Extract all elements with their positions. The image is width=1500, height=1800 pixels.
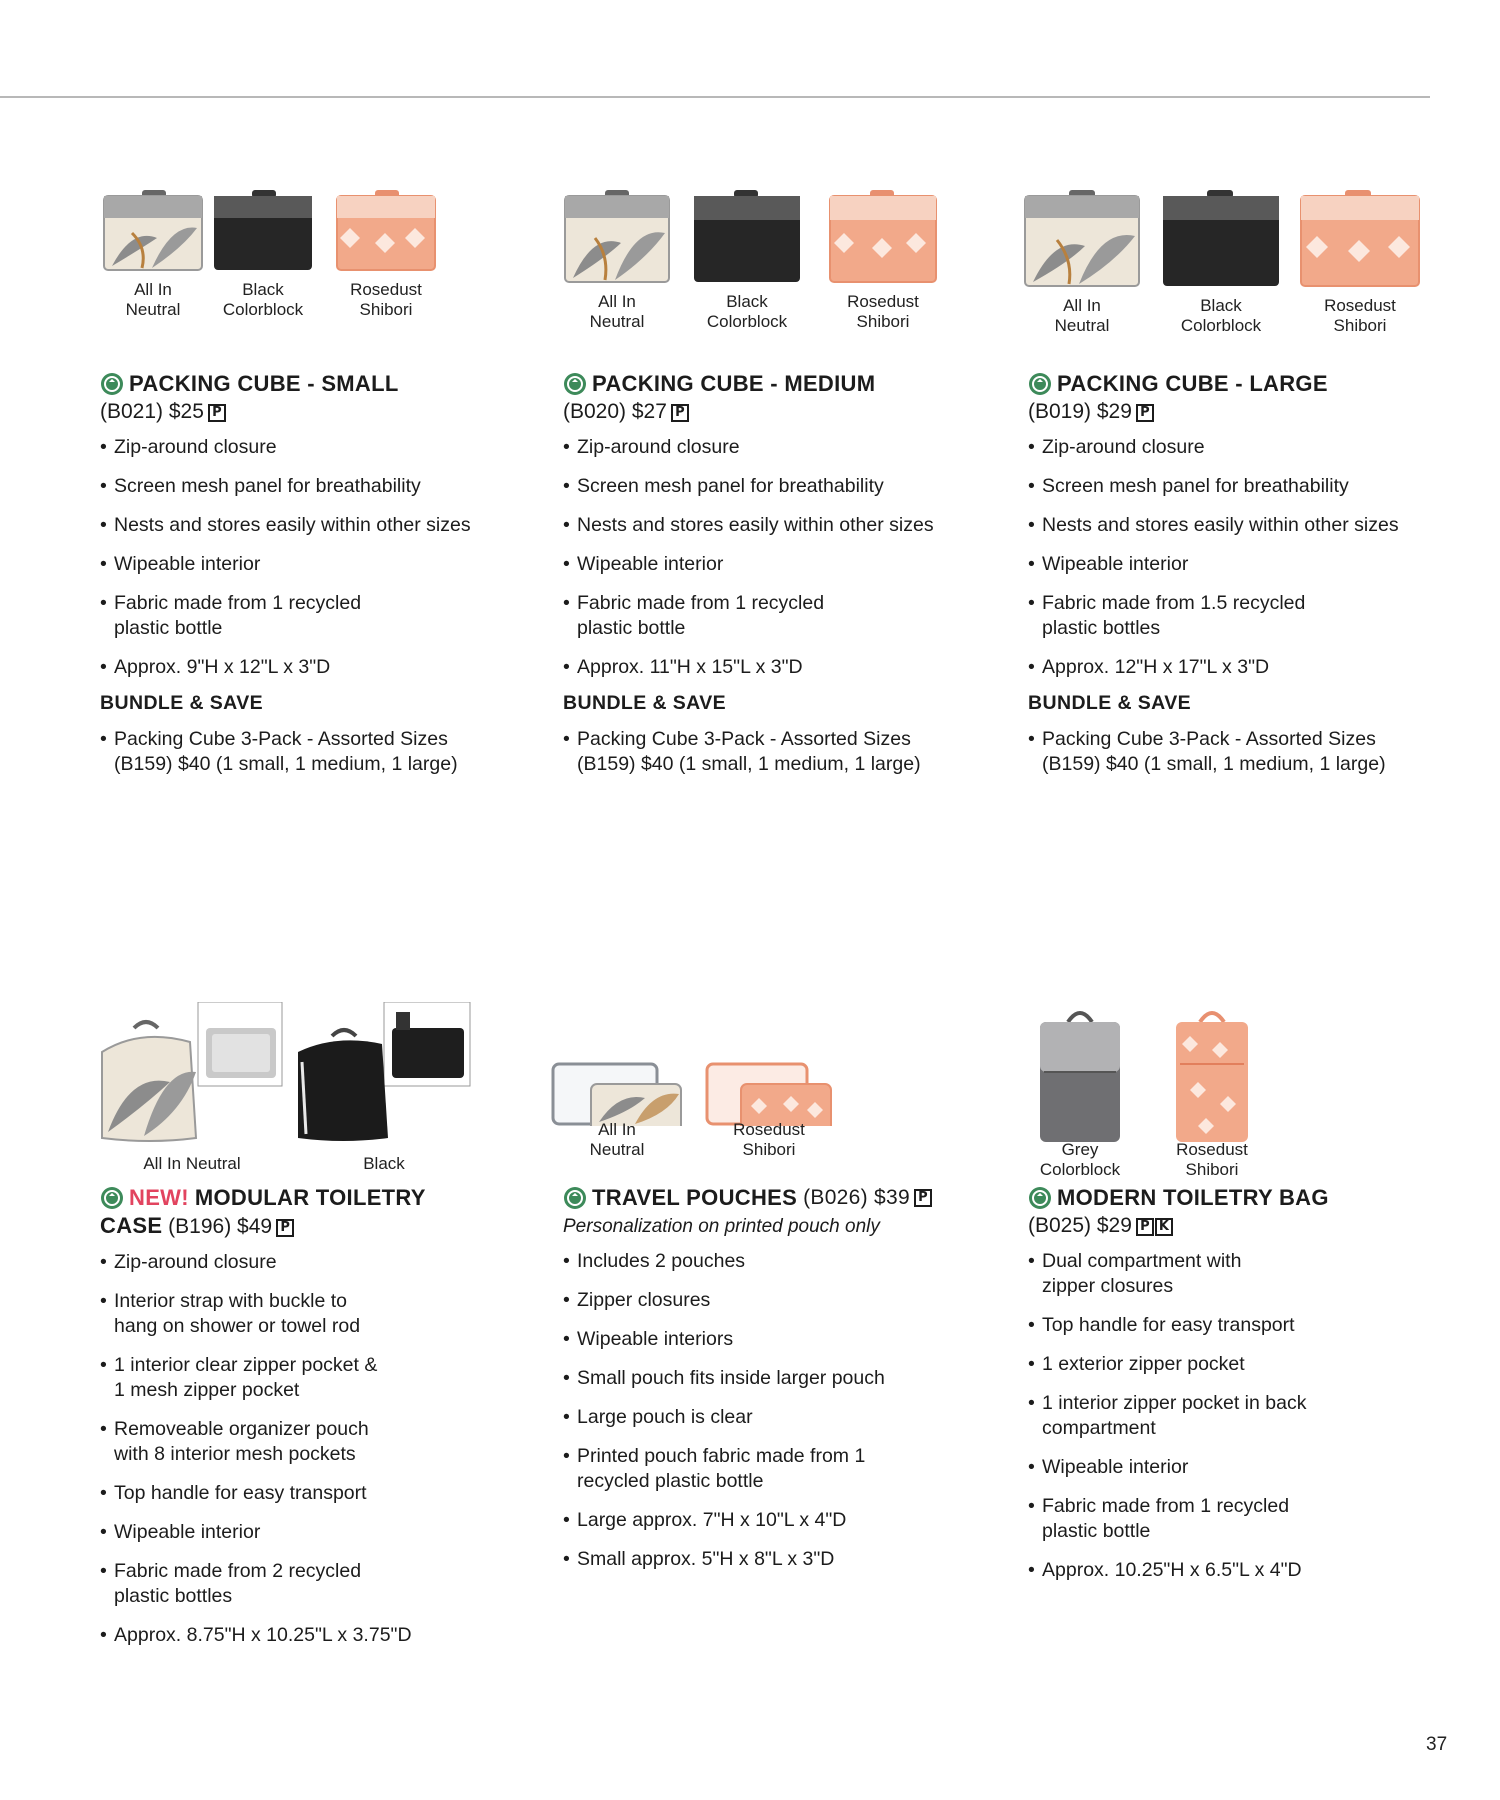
list-item: • Fabric made from 1 recycled plastic bottle [563, 591, 853, 641]
swatch-all-in-neutral[interactable] [1022, 188, 1142, 336]
swatch-label: All In Neutral [589, 1120, 645, 1159]
code-price: (B019) $29 P [1028, 398, 1458, 425]
list-item: • Wipeable interior [1028, 552, 1458, 577]
bundle-list [563, 727, 993, 777]
list-item: • 1 exterior zipper pocket [1028, 1352, 1458, 1377]
swatch-rosedust-shibori[interactable] [827, 188, 939, 332]
swatch-label: Grey Colorblock [1039, 1140, 1121, 1179]
product-title: PACKING CUBE - MEDIUM [563, 370, 993, 398]
personalization-badge: P [671, 404, 689, 422]
list-item: • Interior strap with buckle to hang on shower or towel rod [100, 1289, 390, 1339]
swatch-label: Rosedust Shibori [847, 292, 919, 331]
list-item: • Large pouch is clear [563, 1405, 993, 1430]
swatch-row [563, 1002, 993, 1184]
cube-black-image [212, 188, 314, 272]
bundle-heading: BUNDLE & SAVE [1028, 692, 1192, 714]
feature-list [1028, 435, 1458, 680]
swatch-row [100, 188, 530, 370]
swatch-label: All In Neutral [125, 280, 181, 319]
product-title: MODERN TOILETRY BAG [1028, 1184, 1458, 1212]
swatch-black-colorblock[interactable] [691, 188, 803, 332]
pouch-neutral-image [549, 1002, 685, 1126]
personalization-note: Personalization on printed pouch only [563, 1216, 880, 1237]
code-price: (B025) $29 P K [1028, 1212, 1458, 1239]
bundle-list [1028, 727, 1458, 777]
swatch-grey-colorblock[interactable] [1028, 1002, 1132, 1180]
pouch-rosedust-image [703, 1002, 835, 1126]
new-label: NEW! [129, 1185, 189, 1210]
list-item: • Wipeable interior [1028, 1455, 1458, 1480]
list-item: • Screen mesh panel for breathability [563, 474, 993, 499]
bundle-heading: BUNDLE & SAVE [100, 692, 264, 714]
list-item: • Approx. 11"H x 15"L x 3"D [563, 655, 993, 680]
recycle-icon [1028, 372, 1052, 396]
product-title: TRAVEL POUCHES (B026) $39 P [563, 1184, 993, 1212]
recycle-icon [563, 372, 587, 396]
list-item: • Zip-around closure [563, 435, 993, 460]
list-item: • Wipeable interiors [563, 1327, 993, 1352]
product-travel-pouches [563, 1002, 993, 1586]
swatch-label: Rosedust Shibori [1176, 1140, 1248, 1179]
toiletry-black-image [296, 1002, 472, 1142]
swatch-label: All In Neutral [589, 292, 645, 331]
feature-list [1028, 1249, 1458, 1583]
list-item: • Approx. 9"H x 12"L x 3"D [100, 655, 530, 680]
list-item: • Fabric made from 1.5 recycled plastic bottles [1028, 591, 1328, 641]
list-item: • Zipper closures [563, 1288, 993, 1313]
list-item: • Approx. 10.25"H x 6.5"L x 4"D [1028, 1558, 1458, 1583]
swatch-label: Rosedust Shibori [733, 1120, 805, 1159]
recycle-icon [563, 1186, 587, 1210]
swatch-label: Rosedust Shibori [1324, 296, 1396, 335]
code-price: (B020) $27 P [563, 398, 993, 425]
swatch-row [1028, 188, 1458, 370]
swatch-rosedust-shibori[interactable] [703, 1002, 835, 1160]
swatch-rosedust-shibori[interactable] [1160, 1002, 1264, 1180]
kit-badge: K [1155, 1218, 1173, 1236]
feature-list [563, 435, 993, 680]
list-item: • Approx. 12"H x 17"L x 3"D [1028, 655, 1458, 680]
product-title: NEW! MODULAR TOILETRY [100, 1184, 530, 1212]
personalization-badge: P [1136, 1218, 1154, 1236]
list-item: • Top handle for easy transport [100, 1481, 530, 1506]
list-item: • Packing Cube 3-Pack - Assorted Sizes (B159) $40 (1 small, 1 medium, 1 large) [100, 727, 480, 777]
list-item: • Top handle for easy transport [1028, 1313, 1458, 1338]
list-item: • Printed pouch fabric made from 1 recycled plastic bottle [563, 1444, 873, 1494]
product-title: PACKING CUBE - SMALL [100, 370, 530, 398]
code-price: CASE (B196) $49 P [100, 1212, 530, 1240]
feature-list [100, 1250, 530, 1648]
list-item: • Zip-around closure [100, 435, 530, 460]
list-item: • Screen mesh panel for breathability [1028, 474, 1458, 499]
list-item: • Fabric made from 1 recycled plastic bottle [100, 591, 390, 641]
list-item: • Wipeable interior [100, 1520, 530, 1545]
list-item: • Fabric made from 1 recycled plastic bottle [1028, 1494, 1318, 1544]
feature-list [100, 435, 530, 680]
swatch-black-colorblock[interactable] [1160, 188, 1282, 336]
list-item: • Wipeable interior [100, 552, 530, 577]
swatch-row [100, 1002, 530, 1184]
list-item: • Nests and stores easily within other sizes [563, 513, 993, 538]
list-item: • Fabric made from 2 recycled plastic bottles [100, 1559, 390, 1609]
list-item: • Small pouch fits inside larger pouch [563, 1366, 993, 1391]
recycle-icon [1028, 1186, 1052, 1210]
swatch-all-in-neutral[interactable] [563, 188, 671, 332]
cube-neutral-image [102, 188, 204, 272]
swatch-label: Rosedust Shibori [350, 280, 422, 319]
swatch-all-in-neutral[interactable] [549, 1002, 685, 1160]
cube-rosedust-image [1299, 188, 1421, 288]
list-item: • Removeable organizer pouch with 8 interior mesh pockets [100, 1417, 400, 1467]
list-item: • Small approx. 5"H x 8"L x 3"D [563, 1547, 993, 1572]
swatch-black-colorblock[interactable] [206, 188, 320, 320]
swatch-row [563, 188, 993, 370]
cube-black-image [1161, 188, 1281, 288]
top-rule [0, 96, 1430, 98]
list-item: • Zip-around closure [1028, 435, 1458, 460]
cube-neutral-image [563, 188, 671, 284]
swatch-label: All In Neutral [1054, 296, 1110, 335]
list-item: • Dual compartment with zipper closures [1028, 1249, 1288, 1299]
cube-neutral-image [1023, 188, 1141, 288]
product-modern-toiletry-bag [1028, 1002, 1458, 1597]
list-item: • 1 interior clear zipper pocket & 1 mesh zipper pocket [100, 1353, 390, 1403]
list-item: • Packing Cube 3-Pack - Assorted Sizes (B159) $40 (1 small, 1 medium, 1 large) [1028, 727, 1408, 777]
toiletry-bag-rosedust-image [1170, 1002, 1254, 1144]
swatch-all-in-neutral[interactable] [100, 1002, 284, 1174]
product-packing-cube-small [100, 188, 530, 791]
list-item: • Wipeable interior [563, 552, 993, 577]
swatch-rosedust-shibori[interactable] [1298, 188, 1422, 336]
feature-list [563, 1249, 993, 1572]
list-item: • Zip-around closure [100, 1250, 530, 1275]
swatch-all-in-neutral[interactable] [102, 188, 204, 320]
list-item: • Approx. 8.75"H x 10.25"L x 3.75"D [100, 1623, 530, 1648]
list-item: • Screen mesh panel for breathability [100, 474, 530, 499]
personalization-badge: P [208, 404, 226, 422]
cube-black-image [692, 188, 802, 284]
swatch-row [1028, 1002, 1458, 1184]
product-packing-cube-large [1028, 188, 1458, 791]
toiletry-bag-grey-image [1034, 1002, 1126, 1144]
swatch-black[interactable] [296, 1002, 472, 1174]
code-price: (B021) $25 P [100, 398, 530, 425]
recycle-icon [100, 1186, 124, 1210]
bundle-list [100, 727, 530, 777]
list-item: • Nests and stores easily within other sizes [1028, 513, 1458, 538]
cube-rosedust-image [828, 188, 938, 284]
swatch-label: Black [363, 1154, 405, 1173]
toiletry-neutral-image [100, 1002, 284, 1142]
product-modular-toiletry-case [100, 1002, 530, 1662]
swatch-label: All In Neutral [143, 1154, 241, 1173]
product-title: PACKING CUBE - LARGE [1028, 370, 1458, 398]
personalization-badge: P [276, 1219, 294, 1237]
list-item: • Includes 2 pouches [563, 1249, 993, 1274]
list-item: • Large approx. 7"H x 10"L x 4"D [563, 1508, 993, 1533]
swatch-label: Black Colorblock [222, 280, 304, 319]
swatch-rosedust-shibori[interactable] [334, 188, 438, 320]
personalization-badge: P [914, 1189, 932, 1207]
cube-rosedust-image [335, 188, 437, 272]
personalization-badge: P [1136, 404, 1154, 422]
list-item: • Nests and stores easily within other sizes [100, 513, 530, 538]
product-packing-cube-medium [563, 188, 993, 791]
bundle-heading: BUNDLE & SAVE [563, 692, 727, 714]
list-item: • 1 interior zipper pocket in back compartment [1028, 1391, 1308, 1441]
swatch-label: Black Colorblock [1180, 296, 1262, 335]
recycle-icon [100, 372, 124, 396]
page-number: 37 [1426, 1734, 1448, 1755]
swatch-label: Black Colorblock [706, 292, 788, 331]
list-item: • Packing Cube 3-Pack - Assorted Sizes (B159) $40 (1 small, 1 medium, 1 large) [563, 727, 943, 777]
